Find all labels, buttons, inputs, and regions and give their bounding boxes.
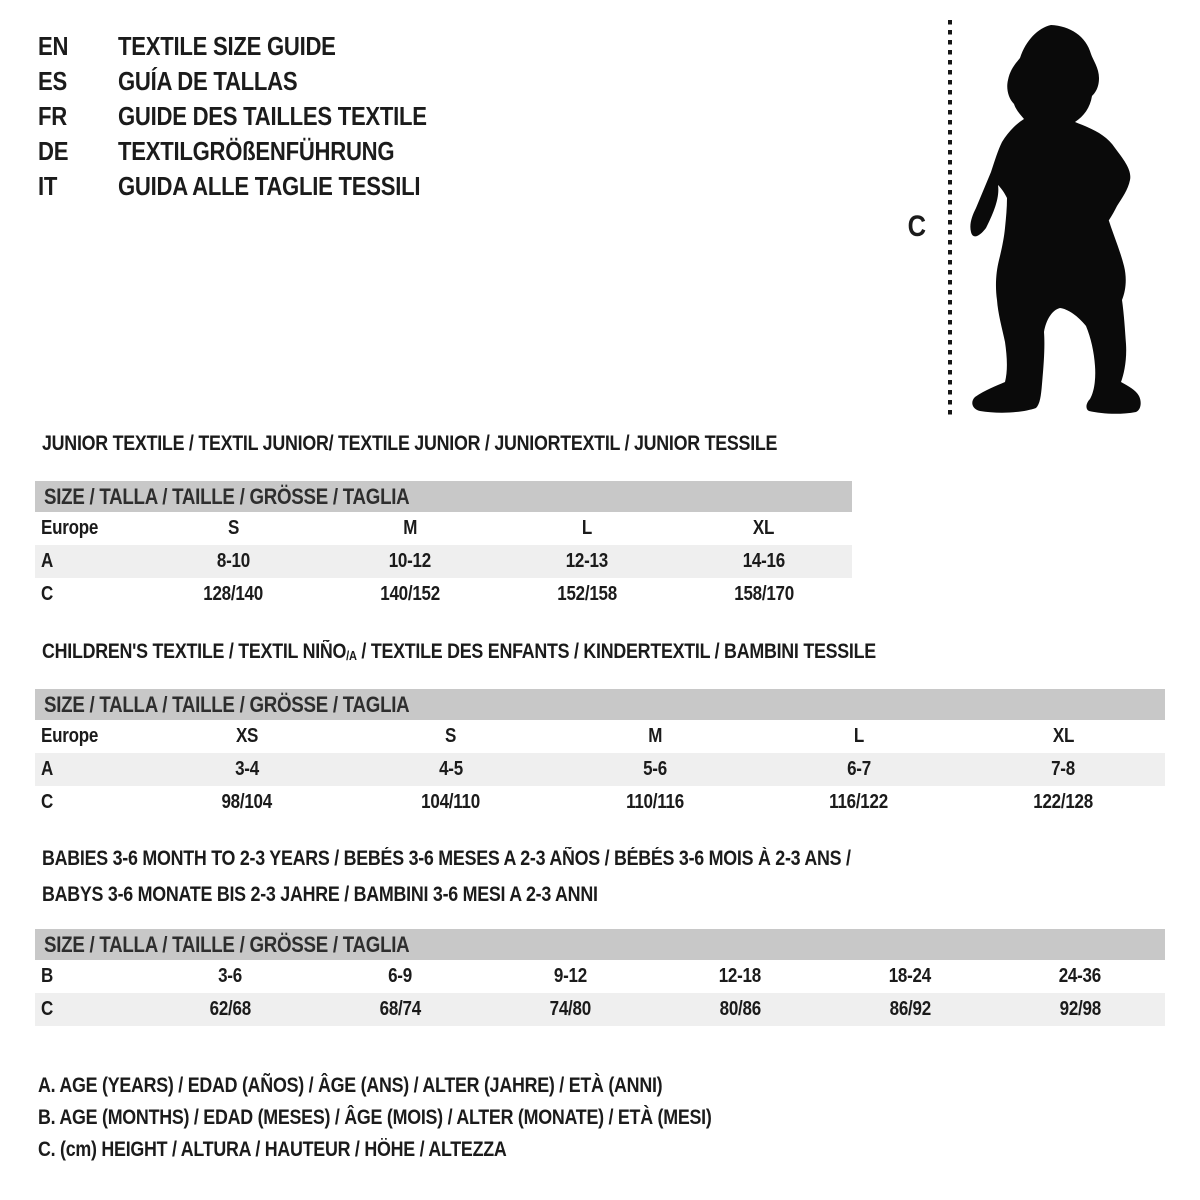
language-code-text: ES [38, 66, 67, 96]
age-cell [322, 545, 499, 578]
language-code-text: DE [38, 136, 69, 166]
children-table-title-text [42, 641, 876, 665]
age-cell [349, 753, 553, 786]
junior-table-title [42, 433, 907, 455]
children-table-title [42, 641, 1023, 665]
table-row [35, 545, 852, 578]
row-label-cell [35, 960, 145, 993]
height-cell [145, 993, 315, 1026]
cell-text: 122/128 [1033, 791, 1093, 813]
cell-text: Europe [41, 725, 99, 747]
cell-text: 98/104 [221, 791, 273, 813]
language-label: TEXTILE SIZE GUIDE [118, 31, 336, 61]
age-cell [499, 545, 676, 578]
row-label-cell [35, 512, 145, 545]
title-suffix: / TEXTILE DES ENFANTS / KINDERTEXTIL / BAMBINI TESSILE [356, 640, 876, 663]
height-cell [145, 578, 322, 611]
months-cell [145, 960, 315, 993]
legend-line-b [38, 1102, 830, 1134]
height-cell [145, 786, 349, 819]
cell-text: XS [235, 725, 259, 747]
age-cell [757, 753, 961, 786]
cell-text: M [403, 517, 418, 539]
language-code [38, 136, 118, 167]
height-measure-label-c [906, 210, 927, 244]
language-label: GUIDE DES TAILLES TEXTILE [118, 101, 427, 131]
language-code [38, 31, 118, 62]
cell-text: XL [1052, 725, 1074, 747]
table-row [35, 960, 1165, 993]
table-row [35, 786, 1165, 819]
cell-text: B [41, 965, 54, 987]
cell-text: C [41, 998, 54, 1020]
row-label-cell [35, 578, 145, 611]
babies-table-title-text: BABYS 3-6 MONATE BIS 2-3 JAHRE / BAMBINI 3-6 MESI A 2-3 ANNI [42, 883, 598, 906]
cell-text: A [41, 758, 54, 780]
cell-text: 86/92 [889, 998, 931, 1020]
babies-table-title-text: BABIES 3-6 MONTH TO 2-3 YEARS / BEBÉS 3-6 MESES A 2-3 AÑOS / BÉBÉS 3-6 MOIS À 2-3 ANS / [42, 847, 851, 870]
cell-text: 104/110 [421, 791, 481, 813]
cell-text: 92/98 [1059, 998, 1101, 1020]
cell-text: 3-6 [218, 965, 242, 987]
cell-text: 128/140 [203, 583, 264, 605]
cell-text: 74/80 [549, 998, 591, 1020]
row-label-cell [35, 786, 145, 819]
height-cell [315, 993, 485, 1026]
cell-text: 6-7 [847, 758, 871, 780]
junior-size-table [35, 512, 852, 611]
cell-text: 5-6 [643, 758, 667, 780]
legend-line-a [38, 1070, 830, 1102]
cell-text: A [41, 550, 54, 572]
cell-text: L [853, 725, 865, 747]
age-cell [145, 753, 349, 786]
language-row [38, 99, 481, 134]
cell-text: 4-5 [439, 758, 463, 780]
age-cell [145, 545, 322, 578]
table-row [35, 993, 1165, 1026]
size-cell [349, 720, 553, 753]
cell-text: 62/68 [209, 998, 251, 1020]
age-cell [961, 753, 1165, 786]
size-header-text: SIZE / TALLA / TAILLE / GRÖSSE / TAGLIA [44, 692, 410, 717]
legend-text: B. AGE (MONTHS) / EDAD (MESES) / ÂGE (MOIS) / ALTER (MONATE) / ETÀ (MESI) [38, 1106, 712, 1129]
age-cell [675, 545, 852, 578]
cell-text: 116/122 [829, 791, 889, 813]
table-row [35, 578, 852, 611]
cell-text: XL [753, 517, 775, 539]
children-size-header-bar [35, 689, 1165, 720]
toddler-silhouette-image [958, 22, 1144, 422]
cell-text: 12-13 [565, 550, 608, 572]
months-cell [825, 960, 995, 993]
language-row [38, 29, 481, 64]
cell-text: 6-9 [388, 965, 412, 987]
height-cell [961, 786, 1165, 819]
title-subscript: /A [346, 648, 357, 663]
size-cell [499, 512, 676, 545]
legend-text: A. AGE (YEARS) / EDAD (AÑOS) / ÂGE (ANS) / ALTER (JAHRE) / ETÀ (ANNI) [38, 1074, 663, 1097]
height-cell [825, 993, 995, 1026]
height-cell [349, 786, 553, 819]
months-cell [995, 960, 1165, 993]
measurement-legend [38, 1070, 830, 1166]
height-cell [675, 578, 852, 611]
cell-text: L [581, 517, 592, 539]
language-code [38, 101, 118, 132]
months-cell [655, 960, 825, 993]
cell-text: 152/158 [557, 583, 617, 605]
language-label: GUIDA ALLE TAGLIE TESSILI [118, 171, 421, 201]
cell-text: 8-10 [216, 550, 250, 572]
cell-text: S [445, 725, 457, 747]
height-cell [485, 993, 655, 1026]
language-code-text: EN [38, 31, 69, 61]
language-title-list [38, 29, 481, 204]
cell-text: Europe [41, 517, 99, 539]
size-cell [322, 512, 499, 545]
months-cell [315, 960, 485, 993]
cell-text: 24-36 [1058, 965, 1102, 987]
height-cell [655, 993, 825, 1026]
babies-table-title-line1 [42, 848, 993, 870]
size-cell [757, 720, 961, 753]
language-label: GUÍA DE TALLAS [118, 66, 298, 96]
height-cell [499, 578, 676, 611]
row-label-cell [35, 545, 145, 578]
language-row [38, 64, 481, 99]
cell-text: S [227, 517, 239, 539]
size-cell [145, 512, 322, 545]
cell-text: 14-16 [742, 550, 785, 572]
toddler-silhouette-shape [970, 25, 1140, 414]
children-size-table [35, 720, 1165, 819]
junior-table-title-text: JUNIOR TEXTILE / TEXTIL JUNIOR/ TEXTILE JUNIOR / JUNIORTEXTIL / JUNIOR TESSILE [42, 432, 778, 455]
height-measure-dashed-line [948, 20, 952, 419]
row-label-cell [35, 720, 145, 753]
legend-text: C. (cm) HEIGHT / ALTURA / HAUTEUR / HÖHE / ALTEZZA [38, 1138, 507, 1161]
cell-text: 9-12 [553, 965, 587, 987]
height-cell [322, 578, 499, 611]
cell-text: 18-24 [888, 965, 932, 987]
row-label-cell [35, 753, 145, 786]
legend-line-c [38, 1134, 830, 1166]
table-row [35, 512, 852, 545]
language-code [38, 171, 118, 202]
babies-size-header-bar [35, 929, 1165, 960]
size-cell [553, 720, 757, 753]
cell-text: 158/170 [733, 583, 794, 605]
size-header-text: SIZE / TALLA / TAILLE / GRÖSSE / TAGLIA [44, 932, 410, 957]
cell-text: C [41, 791, 54, 813]
months-cell [485, 960, 655, 993]
cell-text: C [41, 583, 54, 605]
height-cell [995, 993, 1165, 1026]
table-row [35, 720, 1165, 753]
cell-text: 12-18 [718, 965, 762, 987]
cell-text: 3-4 [235, 758, 259, 780]
size-cell [961, 720, 1165, 753]
measure-label-text: C [907, 210, 926, 243]
cell-text: M [648, 725, 662, 747]
title-prefix: CHILDREN'S TEXTILE / TEXTIL NIÑO [42, 640, 347, 663]
babies-table-title-line2 [42, 884, 696, 906]
table-row [35, 753, 1165, 786]
language-row [38, 169, 481, 204]
language-label: TEXTILGRÖßENFÜHRUNG [118, 136, 395, 166]
language-row [38, 134, 481, 169]
cell-text: 110/116 [626, 791, 684, 813]
size-header-text: SIZE / TALLA / TAILLE / GRÖSSE / TAGLIA [44, 484, 410, 509]
height-cell [757, 786, 961, 819]
language-code-text: IT [38, 171, 58, 201]
cell-text: 7-8 [1051, 758, 1075, 780]
cell-text: 68/74 [379, 998, 421, 1020]
size-cell [145, 720, 349, 753]
babies-size-table [35, 960, 1165, 1026]
language-code [38, 66, 118, 97]
age-cell [553, 753, 757, 786]
junior-size-header-bar [35, 481, 852, 512]
cell-text: 80/86 [719, 998, 761, 1020]
row-label-cell [35, 993, 145, 1026]
height-cell [553, 786, 757, 819]
cell-text: 10-12 [389, 550, 432, 572]
size-cell [675, 512, 852, 545]
language-code-text: FR [38, 101, 67, 131]
cell-text: 140/152 [380, 583, 440, 605]
